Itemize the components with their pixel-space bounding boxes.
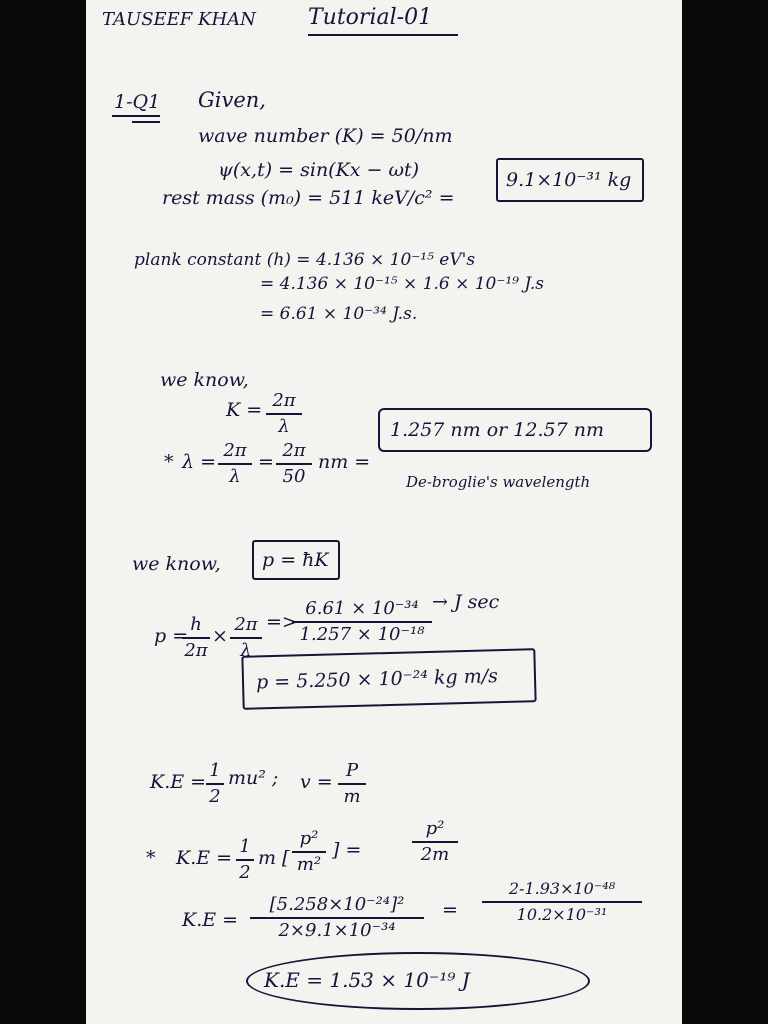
- planck-line-1: plank constant (h) = 4.136 × 10⁻¹⁵ eV's: [134, 250, 476, 270]
- v-lhs: v =: [300, 771, 333, 793]
- ke-eval-num: 2-1.93×10⁻⁴⁸: [508, 879, 616, 898]
- lambda-frac-1-num: 2π: [223, 440, 247, 461]
- half-num: 1: [209, 760, 221, 781]
- momentum-formula: p = ħK: [262, 549, 329, 571]
- planck-line-3: = 6.61 × 10⁻³⁴ J.s.: [260, 304, 418, 324]
- res-num: p²: [425, 818, 445, 839]
- momentum-value-fraction: [292, 598, 432, 646]
- ke-result: K.E = 1.53 × 10⁻¹⁹ J: [264, 968, 470, 992]
- ke-big-num: [5.258×10⁻²⁴]²: [269, 894, 405, 915]
- h-fraction-num: h: [190, 614, 202, 635]
- wavelength-note: De-broglie's wavelength: [406, 473, 591, 491]
- k-fraction: [266, 390, 302, 438]
- momentum-result-box: [241, 648, 536, 710]
- times-sign: ×: [212, 625, 228, 647]
- h-fraction: [182, 614, 210, 662]
- mu2-term: mu² ;: [228, 767, 279, 789]
- lambda-frac-1: [218, 440, 252, 488]
- k2-fraction-num: 2π: [234, 614, 258, 635]
- momentum-lhs: p =: [154, 625, 189, 647]
- lambda-frac-2: [276, 440, 312, 488]
- ke-eval-den: 10.2×10⁻³¹: [516, 905, 608, 924]
- ke-eq: =: [442, 899, 458, 921]
- k-fraction-num: 2π: [272, 390, 296, 411]
- v-num: P: [345, 760, 359, 781]
- star-1: *: [164, 451, 174, 473]
- k-lhs: K =: [226, 399, 263, 421]
- psi-line: ψ(x,t) = sin(Kx − ωt): [218, 159, 420, 181]
- rest-mass-line: rest mass (m₀) = 511 keV/c² =: [162, 187, 455, 209]
- implies-arrow: =>: [266, 611, 298, 633]
- we-know-label-1: we know,: [160, 369, 249, 391]
- lambda-unit: nm =: [318, 451, 371, 473]
- k-fraction-den: λ: [278, 416, 290, 437]
- ke-big-fraction: [250, 894, 424, 942]
- page-title: Tutorial-01: [308, 5, 433, 30]
- wavelength-value: 1.257 nm or 12.57 nm: [390, 419, 604, 441]
- ke-lhs: K.E =: [150, 771, 207, 793]
- momentum-formula-box: [252, 540, 340, 580]
- question-underline: [112, 115, 160, 117]
- question-label: 1-Q1: [114, 91, 161, 113]
- m-bracket: m [: [258, 847, 290, 869]
- planck-line-2: = 4.136 × 10⁻¹⁵ × 1.6 × 10⁻¹⁹ J.s: [260, 274, 545, 294]
- momentum-result: p = 5.250 × 10⁻²⁴ kg m/s: [255, 665, 499, 694]
- rest-mass-value: 9.1×10⁻³¹ kg: [506, 169, 632, 191]
- half-fraction: [206, 760, 224, 808]
- wave-number-line: wave number (K) = 50/nm: [198, 125, 453, 147]
- v-fraction: [338, 760, 366, 808]
- bracket-close: ] =: [332, 839, 362, 861]
- notebook-page: [86, 0, 682, 1024]
- lambda-eq: =: [258, 451, 274, 473]
- half-fraction-2: [236, 836, 254, 884]
- p2m2-fraction: [292, 828, 326, 876]
- wavelength-box: [378, 408, 652, 452]
- h-fraction-den: 2π: [184, 640, 208, 661]
- m2-den: m²: [296, 854, 322, 875]
- p2-num: p²: [299, 828, 319, 849]
- given-label: Given,: [198, 88, 266, 112]
- ke-big-den: 2×9.1×10⁻³⁴: [278, 920, 396, 941]
- author-name: TAUSEEF KHAN: [102, 9, 256, 30]
- half2-num: 1: [239, 836, 251, 857]
- res-den: 2m: [420, 844, 450, 865]
- half2-den: 2: [239, 862, 251, 883]
- half-den: 2: [209, 786, 221, 807]
- rest-mass-box: [496, 158, 644, 202]
- ke2-lhs: K.E =: [176, 847, 233, 869]
- ke-eval-fraction: [482, 878, 642, 926]
- momentum-value-den: 1.257 × 10⁻¹⁸: [299, 624, 425, 645]
- lambda-frac-2-den: 50: [282, 466, 306, 487]
- we-know-label-2: we know,: [132, 553, 221, 575]
- title-underline: [308, 34, 458, 36]
- question-underline-2: [132, 121, 160, 123]
- lambda-frac-1-den: λ: [229, 466, 241, 487]
- star-2: *: [146, 847, 156, 869]
- result-fraction: [412, 818, 458, 866]
- lambda-lhs: λ =: [182, 451, 217, 473]
- momentum-unit: → J sec: [432, 591, 500, 613]
- ke3-lhs: K.E =: [182, 909, 239, 931]
- momentum-value-num: 6.61 × 10⁻³⁴: [305, 598, 419, 619]
- v-den: m: [343, 786, 361, 807]
- k2-fraction-den: λ: [240, 640, 252, 661]
- lambda-frac-2-num: 2π: [282, 440, 306, 461]
